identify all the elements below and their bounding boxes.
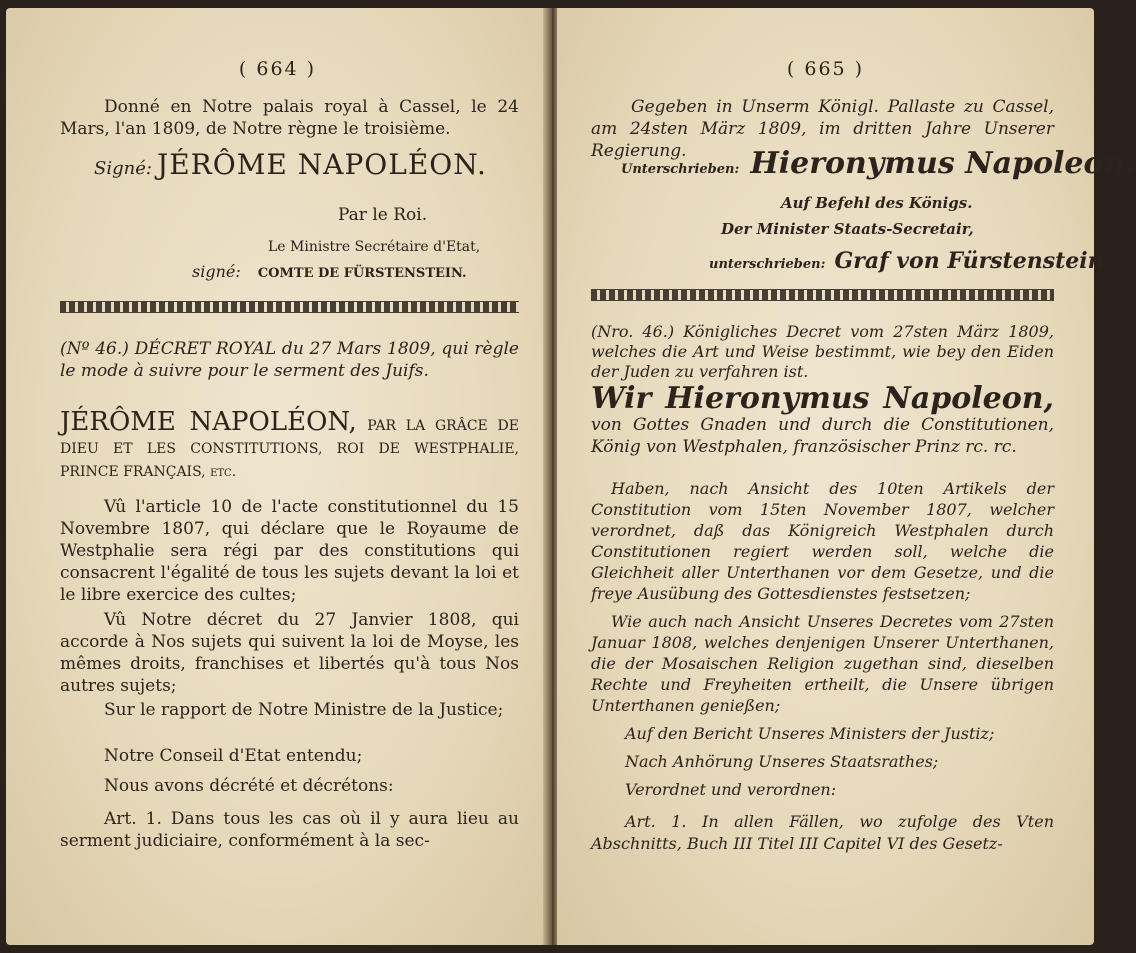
right-intro: Gegeben in Unserm Königl. Pallaste zu Cassel, am 24sten März 1809, im dritten Jahre Unserer Regierung.	[591, 97, 1054, 161]
left-page-number: ( 664 )	[238, 58, 317, 80]
left-king-title: JÉRÔME NAPOLÉON,	[60, 407, 357, 437]
left-paragraph-3: Sur le rapport de Notre Ministre de la Justice;	[104, 700, 504, 720]
left-paragraph-5: Nous avons décrété et décrétons:	[104, 776, 394, 796]
right-paragraph-3: Auf den Bericht Unseres Ministers der Justiz;	[625, 724, 995, 743]
right-signed-name: Hieronymus Napoleon.	[750, 146, 1136, 181]
left-minister-name: COMTE DE FÜRSTENSTEIN.	[257, 266, 467, 281]
left-paragraph-6: Art. 1. Dans tous les cas où il y aura lieu au serment judiciaire, conformément à la sec-	[60, 809, 519, 851]
right-paragraph-4: Nach Anhörung Unseres Staatsrathes;	[625, 752, 939, 771]
right-minister-signed: unterschrieben:	[709, 257, 826, 272]
left-intro: Donné en Notre palais royal à Cassel, le 24 Mars, l'an 1809, de Notre règne le troisième.	[60, 97, 519, 139]
right-king-title-block	[591, 381, 1054, 458]
left-paragraph-1: Vû l'article 10 de l'acte constitutionnel du 15 Novembre 1807, qui déclare que le Royaume de Westphalie sera régi par des constitutions qui consacrent l'égalité de tous les sujets devant la loi et le libre exercice des cultes;	[60, 497, 519, 605]
left-decree-heading: (Nº 46.) DÉCRET ROYAL du 27 Mars 1809, qui règle le mode à suivre pour le serment des Juifs.	[60, 339, 519, 381]
right-paragraph-1: Haben, nach Ansicht des 10ten Artikels der Constitution vom 15ten November 1807, welcher verordnet, daß das Königreich Westphalen durch Constitutionen regiert werden soll, welche die Gleichheit aller Unterthanen vor dem Gesetze, und die freye Ausübung des Gottesdienstes festsetzen;	[591, 479, 1054, 603]
right-signature-line	[621, 146, 1136, 181]
right-decree-heading: (Nro. 46.) Königliches Decret vom 27sten März 1809, welches die Art und Weise bestimmt, wie bey den Eiden der Juden zu verfahren ist.	[591, 322, 1054, 381]
right-king-title: Wir Hieronymus Napoleon,	[591, 381, 1054, 416]
right-minister-name: Graf von Fürstenstein.	[834, 248, 1112, 274]
right-page	[557, 8, 1136, 945]
left-minister-signed: signé:	[192, 262, 241, 281]
left-king-title-rest: PAR LA GRÂCE DE DIEU ET LES CONSTITUTIONS, ROI DE WESTPHALIE, PRINCE FRANÇAIS, etc.	[60, 418, 519, 480]
left-paragraph-4: Notre Conseil d'Etat entendu;	[104, 746, 363, 766]
left-page	[6, 8, 549, 945]
left-minister-line	[192, 262, 467, 281]
left-paragraph-2: Vû Notre décret du 27 Janvier 1808, qui accorde à Nos sujets qui suivent la loi de Moyse, les mêmes droits, franchises et libertés qu'à tous Nos autres sujets;	[60, 610, 519, 696]
right-king-title-rest: von Gottes Gnaden und durch die Constitutionen, König von Westphalen, französischer Prinz rc. rc.	[591, 415, 1054, 457]
right-paragraph-5: Verordnet und verordnen:	[625, 780, 837, 799]
left-signature-line	[94, 148, 487, 181]
right-auf-befehl: Auf Befehl des Königs.	[781, 194, 973, 212]
right-minister-line	[709, 248, 1111, 274]
right-minister-title: Der Minister Staats-Secretair,	[721, 220, 974, 238]
right-paragraph-6: Art. 1. In allen Fällen, wo zufolge des Vten Abschnitts, Buch III Titel III Capitel VI des Gesetz-	[591, 812, 1054, 853]
left-signed-name: JÉRÔME NAPOLÉON.	[157, 148, 487, 181]
left-signed-prefix: Signé:	[94, 158, 152, 179]
right-ornamental-rule	[591, 289, 1054, 301]
right-signed-prefix: Unterschrieben:	[621, 162, 740, 177]
left-par-le-roi: Par le Roi.	[338, 205, 428, 225]
left-minister-title: Le Ministre Secrétaire d'Etat,	[268, 239, 481, 255]
right-page-number: ( 665 )	[786, 58, 865, 80]
left-ornamental-rule	[60, 301, 519, 313]
right-paragraph-2: Wie auch nach Ansicht Unseres Decretes vom 27sten Januar 1808, welches denjenigen Unserer Unterthanen, die der Mosaischen Religion zugethan sind, dieselben Rechte und Freyheiten ertheilt, die Unsere übrigen Unterthanen genießen;	[591, 612, 1054, 715]
left-king-title-block	[60, 407, 519, 483]
